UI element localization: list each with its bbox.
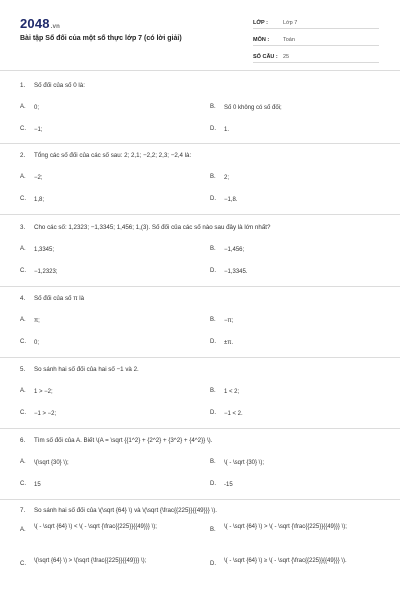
option-text: ±π. [224, 340, 234, 346]
option-d[interactable] [210, 196, 238, 205]
option-letter: C. [20, 481, 26, 487]
option-a[interactable] [20, 459, 69, 468]
option-text: 15 [34, 482, 41, 488]
meta-label: MÔN : [253, 37, 270, 43]
option-c[interactable] [20, 481, 41, 490]
meta-row-class [253, 15, 379, 29]
question-stem [20, 224, 382, 231]
option-letter: C. [20, 126, 26, 132]
option-letter: A. [20, 246, 26, 252]
option-letter: A. [20, 527, 26, 533]
option-text: −π; [224, 318, 234, 324]
question-text: So sánh hai số đối của hai số −1 và 2. [34, 366, 139, 373]
option-b[interactable] [210, 104, 282, 113]
option-text: −1; [34, 127, 43, 133]
option-b[interactable] [210, 459, 264, 468]
question-stem [20, 437, 382, 444]
question-number: 4. [20, 295, 26, 302]
option-letter: B. [210, 246, 216, 252]
option-text: 1 > −2; [34, 389, 53, 395]
option-letter: C. [20, 561, 26, 567]
option-c[interactable] [20, 196, 44, 205]
option-b[interactable] [210, 388, 239, 397]
logo-main: 2048 [20, 16, 50, 31]
question-divider [0, 286, 400, 287]
option-a[interactable] [20, 174, 43, 183]
meta-panel [253, 15, 379, 66]
meta-row-count [253, 49, 379, 63]
option-text: -15 [224, 482, 233, 488]
option-text: −1 > −2; [34, 411, 57, 417]
question-number: 1. [20, 82, 26, 89]
worksheet-header [0, 0, 400, 72]
question-divider [0, 499, 400, 500]
option-text: π; [34, 318, 40, 324]
question-3 [20, 224, 382, 284]
option-letter: C. [20, 196, 26, 202]
option-letter: D. [210, 339, 216, 345]
question-stem [20, 366, 382, 373]
question-divider [0, 357, 400, 358]
option-text: \(\sqrt {64} \) > \(\sqrt {\frac{{225}}{{49}}} \); [34, 558, 147, 564]
option-a[interactable] [20, 523, 192, 533]
question-stem [20, 82, 382, 89]
option-letter: B. [210, 317, 216, 323]
question-divider [0, 428, 400, 429]
question-text: Cho các số: 1,2323; −1,3345; 1,456; 1,(3). Số đối của các số nào sau đây là lớn nhất? [34, 224, 271, 231]
option-text: 1. [224, 127, 230, 133]
option-c[interactable] [20, 126, 43, 135]
option-d[interactable] [210, 481, 233, 490]
question-1 [20, 82, 382, 142]
header-divider [0, 70, 400, 71]
option-d[interactable] [210, 410, 243, 419]
question-text: So sánh hai số đối của \(\sqrt {64} \) và \(\sqrt {\frac{{225}}{{49}}} \). [34, 507, 217, 514]
option-text: \( - \sqrt {64} \) > \( - \sqrt {\frac{{225}}{{49}}} \); [224, 524, 347, 530]
option-c[interactable] [20, 339, 39, 348]
option-d[interactable] [210, 126, 229, 135]
meta-row-subject [253, 32, 379, 46]
question-number: 2. [20, 152, 26, 159]
option-text: −1,2323; [34, 269, 58, 275]
option-letter: B. [210, 174, 216, 180]
question-number: 6. [20, 437, 26, 444]
option-text: \( - \sqrt {64} \) < \( - \sqrt {\frac{{225}}{{49}}} \); [34, 524, 157, 530]
option-letter: B. [210, 459, 216, 465]
option-text: \( - \sqrt {64} \) ≥ \( - \sqrt {\frac{{225}}{{49}}} \). [224, 558, 347, 564]
option-b[interactable] [210, 523, 382, 533]
option-text: −1,456; [224, 247, 245, 253]
option-letter: D. [210, 196, 216, 202]
option-letter: A. [20, 174, 26, 180]
option-d[interactable] [210, 268, 248, 277]
option-letter: D. [210, 561, 216, 567]
option-b[interactable] [210, 246, 244, 255]
option-text: −1,8. [224, 197, 238, 203]
question-2 [20, 152, 382, 212]
option-letter: D. [210, 126, 216, 132]
question-stem [20, 152, 382, 159]
option-letter: A. [20, 104, 26, 110]
option-a[interactable] [20, 246, 54, 255]
option-text: 0; [34, 105, 40, 111]
option-letter: D. [210, 410, 216, 416]
option-b[interactable] [210, 317, 233, 326]
option-letter: D. [210, 268, 216, 274]
option-a[interactable] [20, 388, 53, 397]
option-letter: B. [210, 527, 216, 533]
option-b[interactable] [210, 174, 229, 183]
option-letter: B. [210, 104, 216, 110]
option-letter: C. [20, 268, 26, 274]
option-text: −1 < 2. [224, 411, 243, 417]
logo-suffix: .vn [50, 24, 61, 30]
question-text: Số đối của số π là [34, 295, 85, 302]
question-number: 5. [20, 366, 26, 373]
option-text: −2; [34, 175, 43, 181]
question-divider [0, 143, 400, 144]
question-7 [20, 507, 382, 597]
option-d[interactable] [210, 557, 382, 567]
option-c[interactable] [20, 557, 192, 567]
meta-label: SỐ CÂU : [253, 54, 278, 60]
question-text: Số đối của số 0 là: [34, 82, 85, 89]
option-text: −1,3345. [224, 269, 248, 275]
option-text: 0; [34, 340, 40, 346]
option-text: 2; [224, 175, 230, 181]
option-text: 1 < 2; [224, 389, 240, 395]
option-letter: B. [210, 388, 216, 394]
question-divider [0, 214, 400, 215]
option-c[interactable] [20, 268, 58, 277]
option-c[interactable] [20, 410, 56, 419]
question-text: Tìm số đối của A. Biết \(A = \sqrt {{1^2} + {2^2} + {3^2} + {4^2}} \). [34, 437, 213, 444]
option-letter: A. [20, 317, 26, 323]
option-text: Số 0 không có số đối; [224, 105, 282, 111]
option-text: 1,3345; [34, 247, 55, 253]
question-stem [20, 295, 382, 302]
question-number: 7. [20, 507, 26, 514]
option-text: \(\sqrt {30} \); [34, 460, 69, 466]
meta-label: LỚP : [253, 20, 268, 26]
option-a[interactable] [20, 317, 40, 326]
option-letter: A. [20, 459, 26, 465]
question-6 [20, 437, 382, 497]
option-d[interactable] [210, 339, 233, 348]
option-letter: D. [210, 481, 216, 487]
option-letter: A. [20, 388, 26, 394]
site-logo[interactable] [20, 16, 60, 31]
worksheet-title: Bài tập Số đối của một số thực lớp 7 (có lời giải) [20, 35, 182, 42]
option-text: \( - \sqrt {30} \); [224, 460, 265, 466]
option-text: 1,8; [34, 197, 45, 203]
meta-value: 25 [283, 54, 290, 60]
question-stem [20, 507, 382, 514]
question-5 [20, 366, 382, 426]
question-text: Tổng các số đối của các số sau: 2; 2,1; −2,2; 2,3; −2,4 là: [34, 152, 192, 159]
option-letter: C. [20, 339, 26, 345]
option-letter: C. [20, 410, 26, 416]
question-4 [20, 295, 382, 355]
meta-value: Lớp 7 [283, 20, 298, 26]
option-a[interactable] [20, 104, 39, 113]
meta-value: Toán [283, 37, 295, 43]
question-number: 3. [20, 224, 26, 231]
